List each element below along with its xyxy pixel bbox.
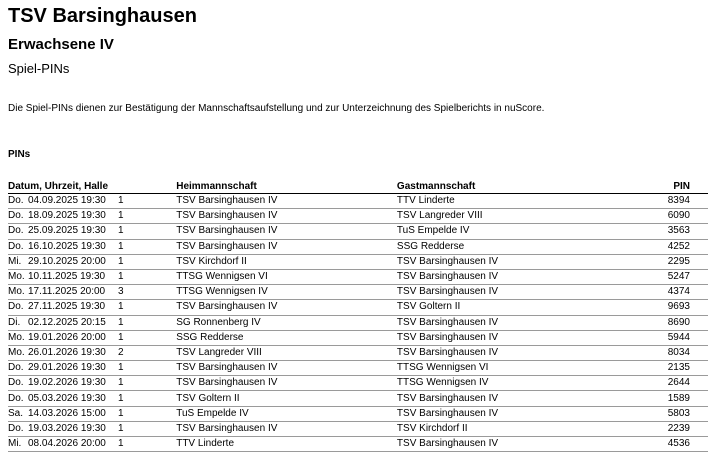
cell-hall: 3 bbox=[118, 286, 124, 298]
cell-pin: 4536 bbox=[620, 437, 708, 452]
section-label: Spiel-PINs bbox=[8, 61, 70, 76]
cell-guest: TSV Langreder VIII bbox=[397, 209, 621, 224]
cell-hall: 1 bbox=[118, 301, 124, 313]
cell-date-time: 10.11.2025 19:30 bbox=[28, 271, 106, 283]
table-row bbox=[8, 361, 708, 376]
cell-datetime bbox=[8, 224, 176, 239]
cell-date-time: 27.11.2025 19:30 bbox=[28, 301, 106, 313]
cell-datetime bbox=[8, 345, 176, 360]
table-header-row bbox=[8, 176, 708, 194]
col-pin-header: PIN bbox=[620, 176, 708, 194]
cell-date-time: 19.03.2026 19:30 bbox=[28, 422, 106, 434]
cell-pin: 4252 bbox=[620, 239, 708, 254]
cell-date-time: 26.01.2026 19:30 bbox=[28, 346, 106, 358]
cell-guest: TSV Barsinghausen IV bbox=[397, 391, 621, 406]
table-row bbox=[8, 376, 708, 391]
cell-home: TSV Barsinghausen IV bbox=[176, 239, 397, 254]
cell-home: TSV Goltern II bbox=[176, 391, 397, 406]
cell-guest: SSG Redderse bbox=[397, 239, 621, 254]
cell-pin: 4374 bbox=[620, 285, 708, 300]
table-row bbox=[8, 269, 708, 284]
cell-pin: 2644 bbox=[620, 376, 708, 391]
cell-pin: 1589 bbox=[620, 391, 708, 406]
cell-datetime bbox=[8, 315, 176, 330]
cell-date-time: 04.09.2025 19:30 bbox=[28, 195, 106, 207]
cell-home: TSV Barsinghausen IV bbox=[176, 300, 397, 315]
pins-table bbox=[8, 176, 708, 452]
cell-date-time: 17.11.2025 20:00 bbox=[28, 286, 106, 298]
cell-datetime bbox=[8, 209, 176, 224]
table-row bbox=[8, 421, 708, 436]
cell-home: TTSG Wennigsen VI bbox=[176, 269, 397, 284]
cell-day: Do. bbox=[8, 240, 24, 252]
cell-guest: TSV Barsinghausen IV bbox=[397, 406, 621, 421]
table-row bbox=[8, 315, 708, 330]
cell-day: Do. bbox=[8, 362, 24, 374]
cell-hall: 1 bbox=[118, 240, 124, 252]
club-title: TSV Barsinghausen bbox=[8, 5, 197, 27]
cell-home: TSV Kirchdorf II bbox=[176, 254, 397, 269]
cell-hall: 1 bbox=[118, 377, 124, 389]
cell-datetime bbox=[8, 376, 176, 391]
col-home-header: Heimmannschaft bbox=[176, 176, 397, 194]
cell-pin: 8690 bbox=[620, 315, 708, 330]
cell-home: TSV Barsinghausen IV bbox=[176, 421, 397, 436]
cell-datetime bbox=[8, 300, 176, 315]
cell-guest: TSV Kirchdorf II bbox=[397, 421, 621, 436]
table-body bbox=[8, 194, 708, 452]
table-title: PINs bbox=[8, 149, 31, 160]
cell-pin: 2239 bbox=[620, 421, 708, 436]
cell-datetime bbox=[8, 269, 176, 284]
team-title: Erwachsene IV bbox=[8, 36, 114, 53]
cell-hall: 1 bbox=[118, 210, 124, 222]
cell-home: TTSG Wennigsen IV bbox=[176, 285, 397, 300]
cell-guest: TSV Barsinghausen IV bbox=[397, 285, 621, 300]
cell-day: Sa. bbox=[8, 407, 24, 419]
cell-pin: 8034 bbox=[620, 345, 708, 360]
cell-home: TSV Barsinghausen IV bbox=[176, 209, 397, 224]
cell-home: TSV Barsinghausen IV bbox=[176, 194, 397, 209]
cell-home: TSV Barsinghausen IV bbox=[176, 224, 397, 239]
cell-pin: 5944 bbox=[620, 330, 708, 345]
cell-day: Do. bbox=[8, 377, 24, 389]
cell-guest: TTSG Wennigsen VI bbox=[397, 361, 621, 376]
cell-hall: 1 bbox=[118, 331, 124, 343]
col-datetime-header: Datum, Uhrzeit, Halle bbox=[8, 176, 176, 194]
cell-day: Mo. bbox=[8, 346, 25, 358]
cell-day: Mi. bbox=[8, 255, 22, 267]
cell-home: TSV Barsinghausen IV bbox=[176, 376, 397, 391]
table-row bbox=[8, 254, 708, 269]
table-row bbox=[8, 437, 708, 452]
cell-day: Do. bbox=[8, 392, 24, 404]
cell-date-time: 05.03.2026 19:30 bbox=[28, 392, 106, 404]
cell-date-time: 14.03.2026 15:00 bbox=[28, 407, 106, 419]
cell-day: Mo. bbox=[8, 286, 25, 298]
cell-guest: TSV Barsinghausen IV bbox=[397, 254, 621, 269]
table-row bbox=[8, 239, 708, 254]
cell-hall: 1 bbox=[118, 255, 124, 267]
table-row bbox=[8, 330, 708, 345]
cell-guest: TTV Linderte bbox=[397, 194, 621, 209]
cell-pin: 5803 bbox=[620, 406, 708, 421]
cell-day: Di. bbox=[8, 316, 21, 328]
cell-hall: 1 bbox=[118, 438, 124, 450]
cell-pin: 6090 bbox=[620, 209, 708, 224]
cell-date-time: 19.02.2026 19:30 bbox=[28, 377, 106, 389]
cell-home: TSV Barsinghausen IV bbox=[176, 361, 397, 376]
cell-pin: 9693 bbox=[620, 300, 708, 315]
table-row bbox=[8, 345, 708, 360]
cell-guest: TSV Barsinghausen IV bbox=[397, 345, 621, 360]
cell-day: Mo. bbox=[8, 331, 25, 343]
cell-guest: TSV Barsinghausen IV bbox=[397, 330, 621, 345]
cell-datetime bbox=[8, 421, 176, 436]
cell-hall: 1 bbox=[118, 422, 124, 434]
cell-date-time: 29.01.2026 19:30 bbox=[28, 362, 106, 374]
cell-guest: TSV Barsinghausen IV bbox=[397, 269, 621, 284]
cell-day: Mo. bbox=[8, 271, 25, 283]
cell-guest: TSV Barsinghausen IV bbox=[397, 315, 621, 330]
cell-datetime bbox=[8, 254, 176, 269]
cell-guest: TTSG Wennigsen IV bbox=[397, 376, 621, 391]
cell-hall: 1 bbox=[118, 195, 124, 207]
cell-datetime bbox=[8, 391, 176, 406]
cell-datetime bbox=[8, 285, 176, 300]
cell-day: Do. bbox=[8, 301, 24, 313]
cell-day: Do. bbox=[8, 422, 24, 434]
cell-guest: TSV Goltern II bbox=[397, 300, 621, 315]
cell-hall: 1 bbox=[118, 392, 124, 404]
table-row bbox=[8, 194, 708, 209]
cell-home: TuS Empelde IV bbox=[176, 406, 397, 421]
cell-datetime bbox=[8, 406, 176, 421]
cell-home: TTV Linderte bbox=[176, 437, 397, 452]
cell-hall: 1 bbox=[118, 362, 124, 374]
cell-date-time: 29.10.2025 20:00 bbox=[28, 255, 106, 267]
cell-date-time: 16.10.2025 19:30 bbox=[28, 240, 106, 252]
table-row bbox=[8, 224, 708, 239]
cell-home: SSG Redderse bbox=[176, 330, 397, 345]
cell-hall: 1 bbox=[118, 225, 124, 237]
cell-hall: 2 bbox=[118, 346, 124, 358]
cell-datetime bbox=[8, 330, 176, 345]
cell-date-time: 08.04.2026 20:00 bbox=[28, 438, 106, 450]
cell-datetime bbox=[8, 239, 176, 254]
cell-date-time: 25.09.2025 19:30 bbox=[28, 225, 106, 237]
table-row bbox=[8, 209, 708, 224]
cell-pin: 2135 bbox=[620, 361, 708, 376]
cell-datetime bbox=[8, 437, 176, 452]
cell-date-time: 19.01.2026 20:00 bbox=[28, 331, 106, 343]
cell-hall: 1 bbox=[118, 271, 124, 283]
cell-home: TSV Langreder VIII bbox=[176, 345, 397, 360]
cell-datetime bbox=[8, 194, 176, 209]
table-row bbox=[8, 406, 708, 421]
cell-guest: TSV Barsinghausen IV bbox=[397, 437, 621, 452]
cell-day: Do. bbox=[8, 225, 24, 237]
cell-pin: 3563 bbox=[620, 224, 708, 239]
cell-hall: 1 bbox=[118, 407, 124, 419]
table-row bbox=[8, 300, 708, 315]
cell-guest: TuS Empelde IV bbox=[397, 224, 621, 239]
cell-date-time: 18.09.2025 19:30 bbox=[28, 210, 106, 222]
cell-day: Mi. bbox=[8, 438, 22, 450]
cell-pin: 2295 bbox=[620, 254, 708, 269]
table-row bbox=[8, 391, 708, 406]
cell-day: Do. bbox=[8, 210, 24, 222]
cell-home: SG Ronnenberg IV bbox=[176, 315, 397, 330]
cell-day: Do. bbox=[8, 195, 24, 207]
cell-pin: 5247 bbox=[620, 269, 708, 284]
table-row bbox=[8, 285, 708, 300]
cell-datetime bbox=[8, 361, 176, 376]
col-guest-header: Gastmannschaft bbox=[397, 176, 621, 194]
cell-hall: 1 bbox=[118, 316, 124, 328]
cell-date-time: 02.12.2025 20:15 bbox=[28, 316, 106, 328]
intro-text: Die Spiel-PINs dienen zur Bestätigung der Mannschaftsaufstellung und zur Unterzeichnung des Spielberichts in nuScore. bbox=[8, 103, 545, 114]
cell-pin: 8394 bbox=[620, 194, 708, 209]
